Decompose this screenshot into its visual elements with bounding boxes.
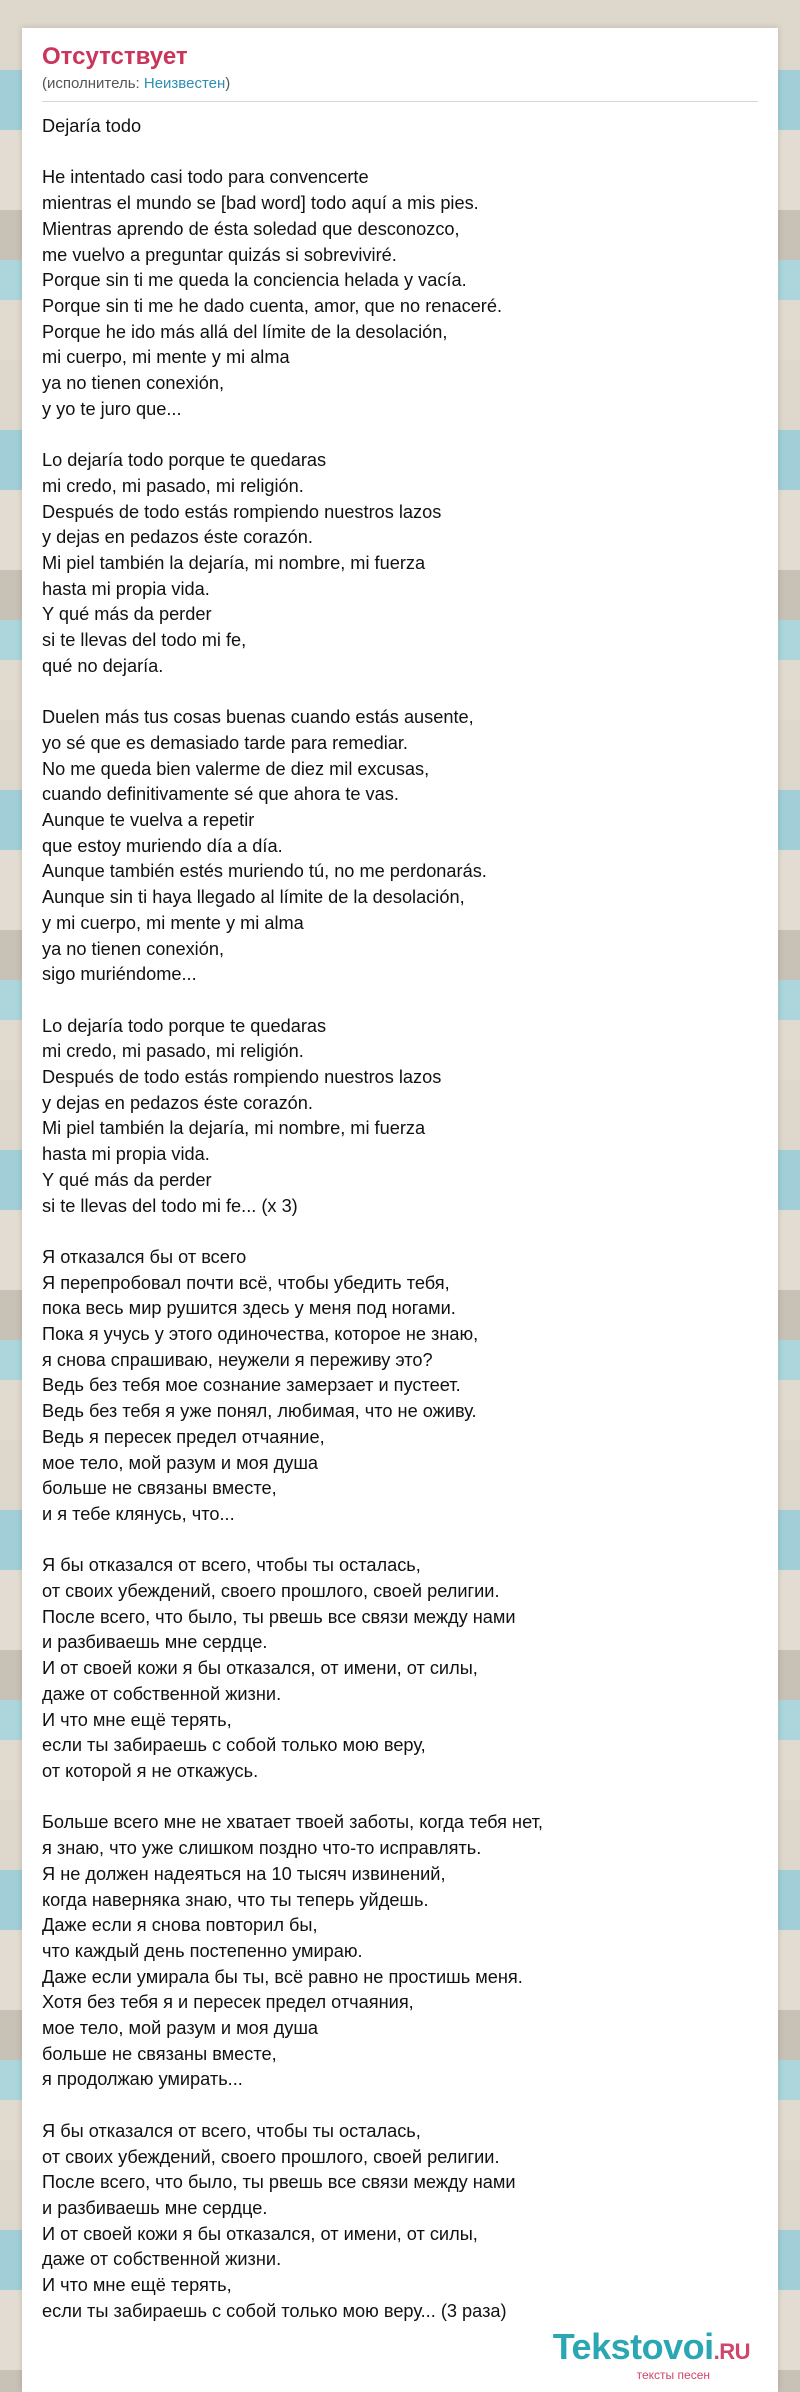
song-header (22, 28, 778, 93)
lyrics-card (22, 28, 778, 2392)
song-lyrics: Dejaría todo He intentado casi todo para convencerte mientras el mundo se [bad word] todo aquí a mis pies. Mientras aprendo de ésta soledad que desconozco, me vuelvo a preguntar quizás si sobreviviré. Porque sin ti me queda la conciencia helada y vacía. Porque sin ti me he dado cuenta, amor, que no renaceré. Porque he ido más allá del límite de la desolación, mi cuerpo, mi mente y mi alma ya no tienen conexión, y yo te juro que... Lo dejaría todo porque te quedaras mi credo, mi pasado, mi religión. Después de todo estás rompiendo nuestros lazos y dejas en pedazos éste corazón. Mi piel también la dejaría, mi nombre, mi fuerza hasta mi propia vida. Y qué más da perder si te llevas del todo mi fe, qué no dejaría. Duelen más tus cosas buenas cuando estás ausente, yo sé que es demasiado tarde para remediar. No me queda bien valerme de diez mil excusas, cuando definitivamente sé que ahora te vas. Aunque te vuelva a repetir que estoy muriendo día a día. Aunque también estés muriendo tú, no me perdonarás. Aunque sin ti haya llegado al límite de la desolación, y mi cuerpo, mi mente y mi alma ya no tienen conexión, sigo muriéndome... Lo dejaría todo porque te quedaras mi credo, mi pasado, mi religión. Después de todo estás rompiendo nuestros lazos y dejas en pedazos éste corazón. Mi piel también la dejaría, mi nombre, mi fuerza hasta mi propia vida. Y qué más da perder si te llevas del todo mi fe... (x 3) Я отказался бы от всего Я перепробовал почти всё, чтобы убедить тебя, пока весь мир рушится здесь у меня под ногами. Пока я учусь у этого одиночества, которое не знаю, я снова спрашиваю, неужели я переживу это? Ведь без тебя мое сознание замерзает и пустеет. Ведь без тебя я уже понял, любимая, что не оживу. Ведь я пересек предел отчаяние, мое тело, мой разум и моя душа больше не связаны вместе, и я тебе клянусь, что... Я бы отказался от всего, чтобы ты осталась, от своих убеждений, своего прошлого, своей религии. После всего, что было, ты рвешь все связи между нами и разбиваешь мне сердце. И от своей кожи я бы отказался, от имени, от силы, даже от собственной жизни. И что мне ещё терять, если ты забираешь с собой только мою веру, от которой я не откажусь. Больше всего мне не хватает твоей заботы, когда тебя нет, я знаю, что уже слишком поздно что-то исправлять. Я не должен надеяться на 10 тысяч извинений, когда наверняка знаю, что ты теперь уйдешь. Даже если я снова повторил бы, что каждый день постепенно умираю. Даже если умирала бы ты, всё равно не простишь меня. Хотя без тебя я и пересек предел отчаяния, мое тело, мой разум и моя душа больше не связаны вместе, я продолжаю умирать... Я бы отказался от всего, чтобы ты осталась, от своих убеждений, своего прошлого, своей религии. После всего, что было, ты рвешь все связи между нами и разбиваешь мне сердце. И от своей кожи я бы отказался, от имени, от силы, даже от собственной жизни. И что мне ещё терять, если ты забираешь с собой только мою веру... (3 раза) (42, 116, 543, 2321)
artist-prefix: (исполнитель: (42, 75, 144, 92)
song-title: Отсутствует (42, 43, 188, 70)
site-logo[interactable] (553, 2327, 750, 2382)
logo-wordmark (553, 2327, 750, 2372)
logo-tld: .RU (713, 2339, 750, 2364)
artist-link[interactable]: Неизвестен (143, 75, 226, 92)
logo-name: Tekstovoi (552, 2326, 714, 2367)
logo-tagline: тексты песен (636, 2368, 710, 2382)
artist-suffix: ) (225, 75, 231, 92)
artist-line (42, 75, 758, 93)
